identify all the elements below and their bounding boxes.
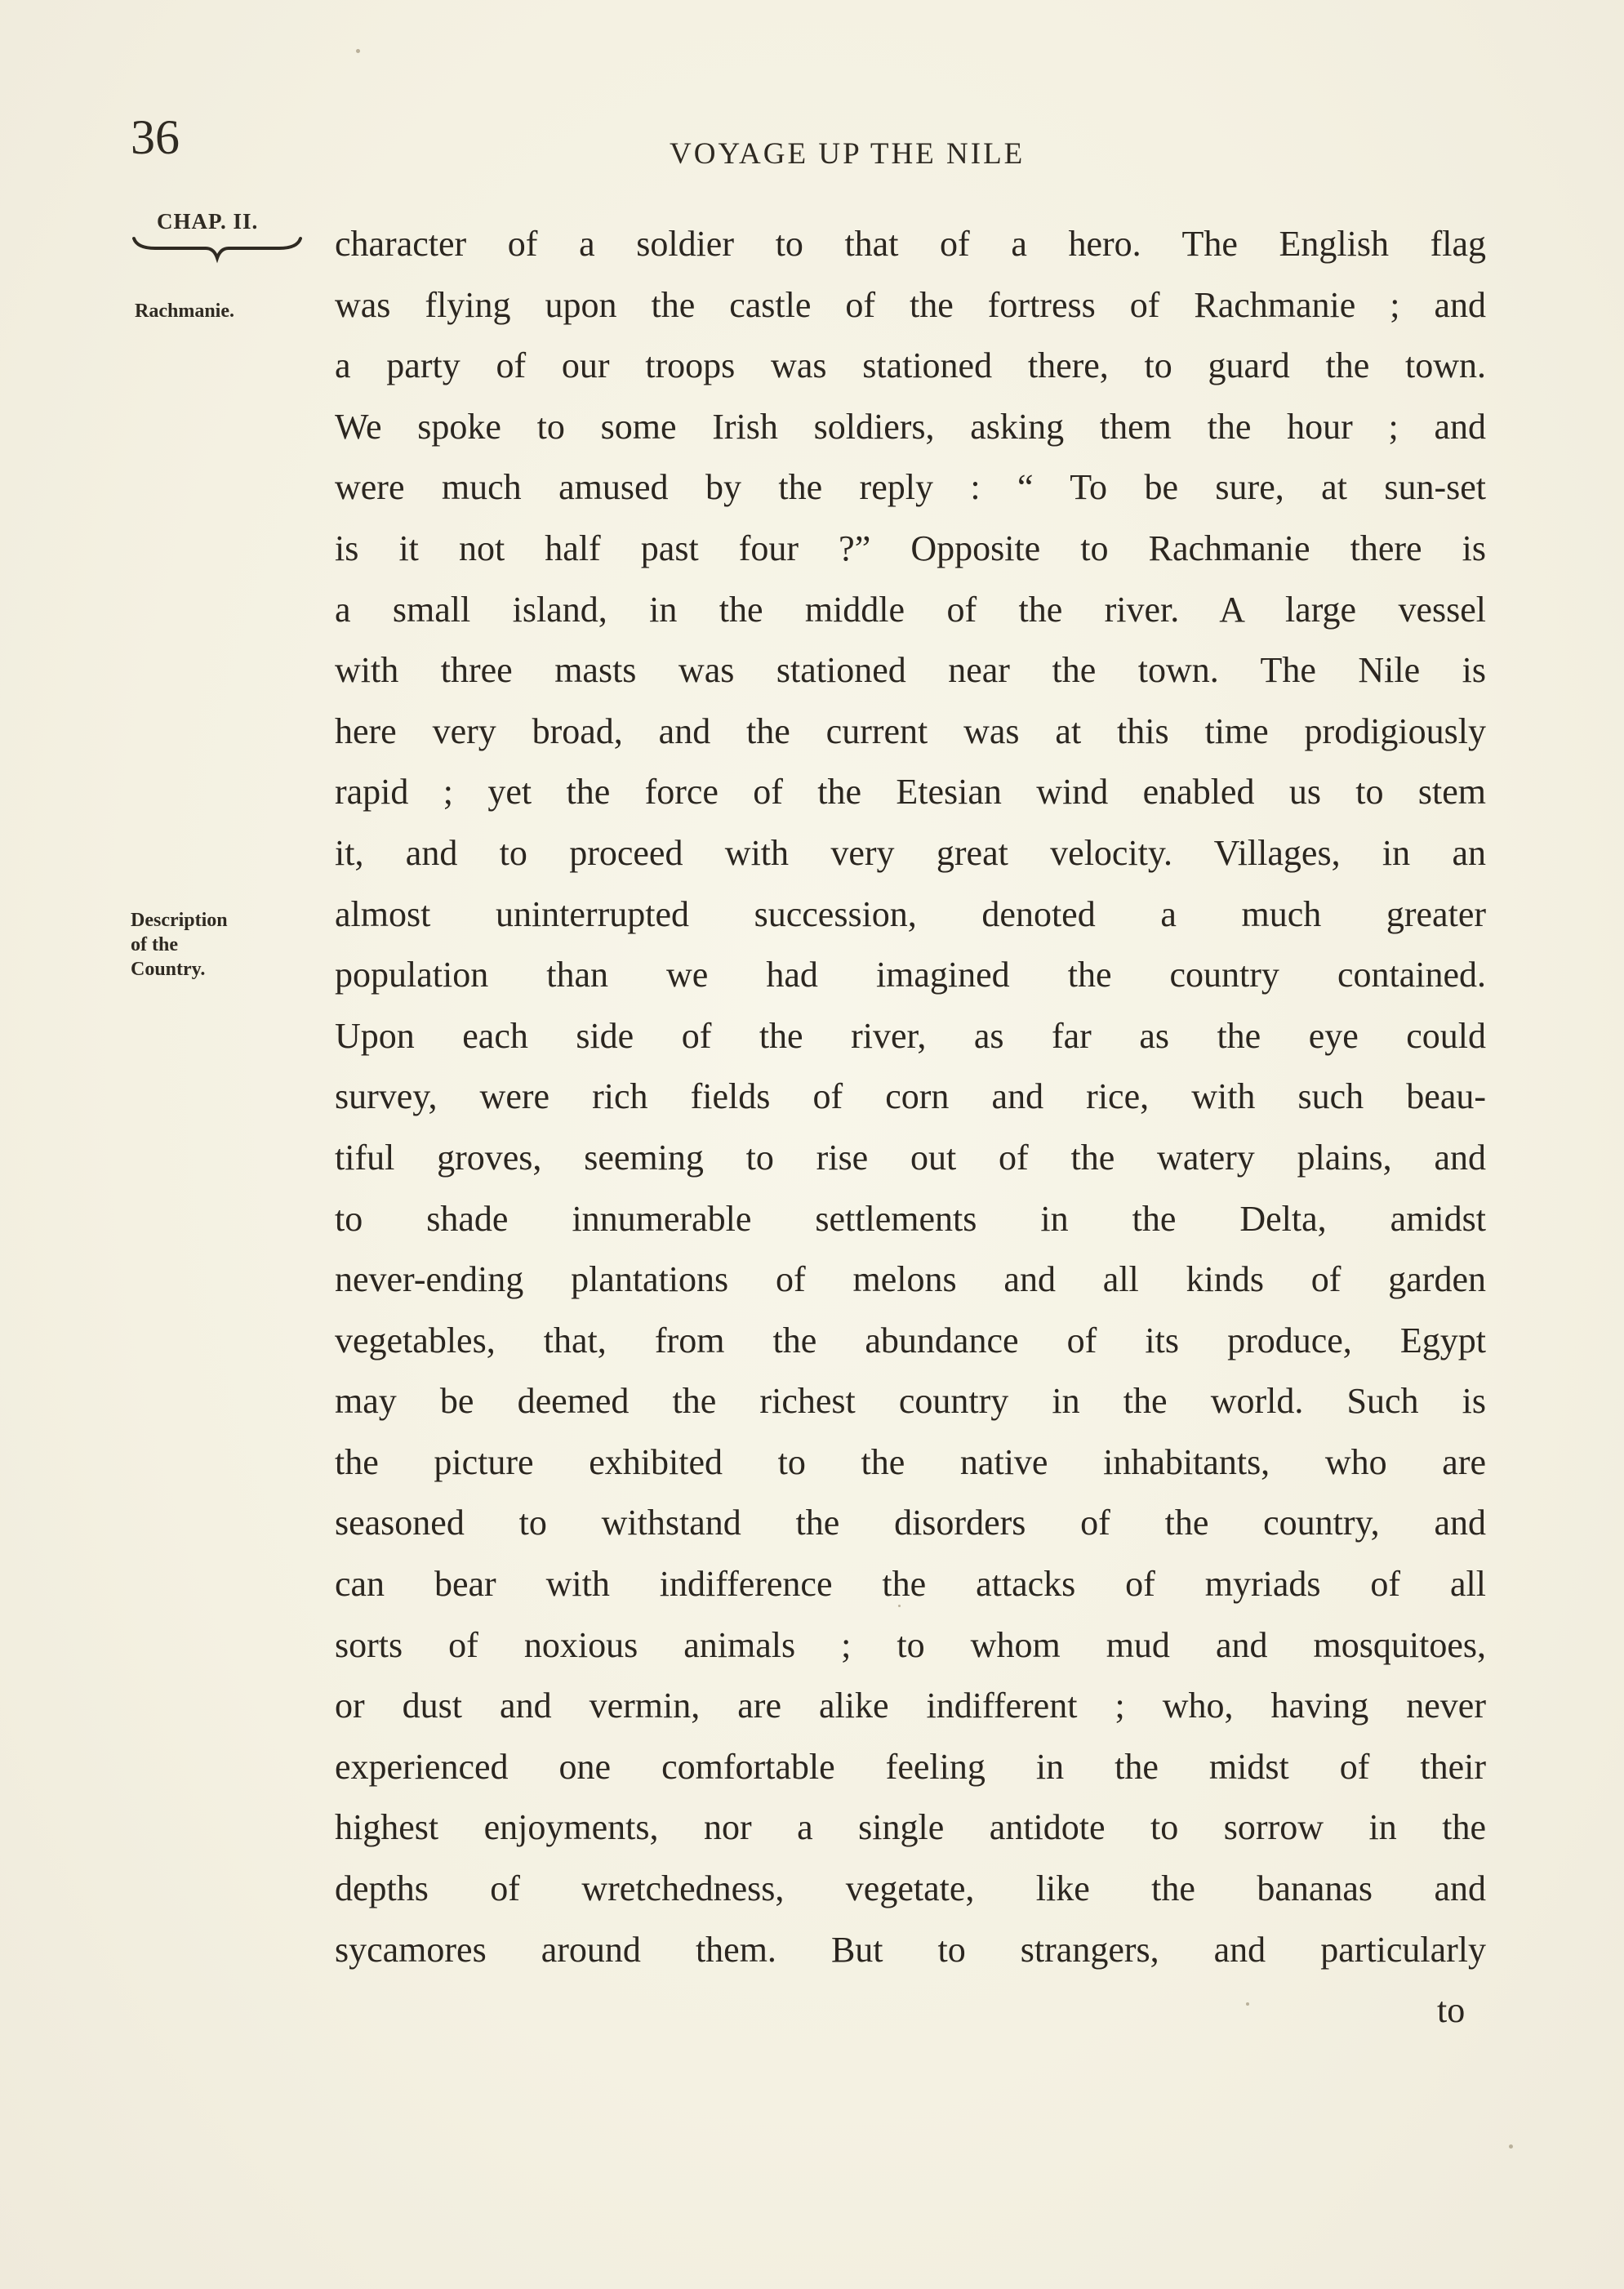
- text-line: is it not half past four ?” Opposite to Rachmanie there is: [335, 528, 1486, 568]
- text-line: to shade innumerable settlements in the Delta, amidst: [335, 1198, 1486, 1239]
- text-line: seasoned to withstand the disorders of the country, and: [335, 1503, 1486, 1543]
- margin-note-description: [131, 908, 310, 982]
- margin-note-line: Country.: [131, 959, 206, 980]
- text-line: Upon each side of the river, as far as the eye could: [335, 1015, 1486, 1056]
- catchword: to: [1437, 1990, 1466, 2030]
- margin-note-line: Description: [131, 910, 228, 931]
- text-line: depths of wretchedness, vegetate, like the bananas and: [335, 1868, 1486, 1909]
- text-line: survey, were rich fields of corn and rice, with such beau-: [335, 1076, 1486, 1117]
- text-line: it, and to proceed with very great velocity. Villages, in an: [335, 832, 1486, 873]
- text-line: sycamores around them. But to strangers, and particularly: [335, 1929, 1486, 1970]
- text-line: were much amused by the reply : “ To be sure, at sun-set: [335, 467, 1486, 508]
- text-line: We spoke to some Irish soldiers, asking them the hour ; and: [335, 406, 1486, 447]
- paper-speck: [1509, 2144, 1513, 2149]
- paper-speck: [356, 49, 360, 53]
- paper-speck: [1246, 2002, 1249, 2006]
- text-line: character of a soldier to that of a hero. The English flag: [335, 224, 1486, 264]
- text-line: never-ending plantations of melons and all kinds of garden: [335, 1259, 1486, 1300]
- text-line: a party of our troops was stationed there, to guard the town.: [335, 345, 1486, 386]
- page-number: 36: [131, 110, 180, 164]
- text-line: rapid ; yet the force of the Etesian wind enabled us to stem: [335, 772, 1486, 813]
- text-line: highest enjoyments, nor a single antidote to sorrow in the: [335, 1807, 1486, 1848]
- chapter-label: CHAP. II.: [157, 209, 259, 234]
- text-line: population than we had imagined the country contained.: [335, 955, 1486, 995]
- text-line: almost uninterrupted succession, denoted a much greater: [335, 893, 1486, 934]
- text-line: experienced one comfortable feeling in the midst of their: [335, 1746, 1486, 1787]
- running-head: VOYAGE UP THE NILE: [670, 137, 1026, 171]
- text-line: a small island, in the middle of the river. A large vessel: [335, 589, 1486, 630]
- text-line: the picture exhibited to the native inhabitants, who are: [335, 1441, 1486, 1482]
- margin-note-line: of the: [131, 934, 178, 955]
- text-line: here very broad, and the current was at this time prodigiously: [335, 710, 1486, 751]
- body-text: [335, 214, 1486, 1980]
- brace-ornament-icon: [131, 230, 302, 268]
- text-line: vegetables, that, from the abundance of its produce, Egypt: [335, 1320, 1486, 1360]
- paper-speck: [898, 1605, 901, 1607]
- text-line: can bear with indifference the attacks of myriads of all: [335, 1564, 1486, 1605]
- text-line: or dust and vermin, are alike indifferent ; who, having never: [335, 1686, 1486, 1726]
- text-line: was flying upon the castle of the fortress of Rachmanie ; and: [335, 284, 1486, 325]
- text-line: with three masts was stationed near the town. The Nile is: [335, 650, 1486, 691]
- text-line: sorts of noxious animals ; to whom mud and mosquitoes,: [335, 1624, 1486, 1665]
- margin-note-rachmanie: Rachmanie.: [135, 301, 234, 322]
- chapter-marker: [131, 211, 302, 268]
- text-line: may be deemed the richest country in the world. Such is: [335, 1381, 1486, 1422]
- text-line: tiful groves, seeming to rise out of the watery plains, and: [335, 1137, 1486, 1178]
